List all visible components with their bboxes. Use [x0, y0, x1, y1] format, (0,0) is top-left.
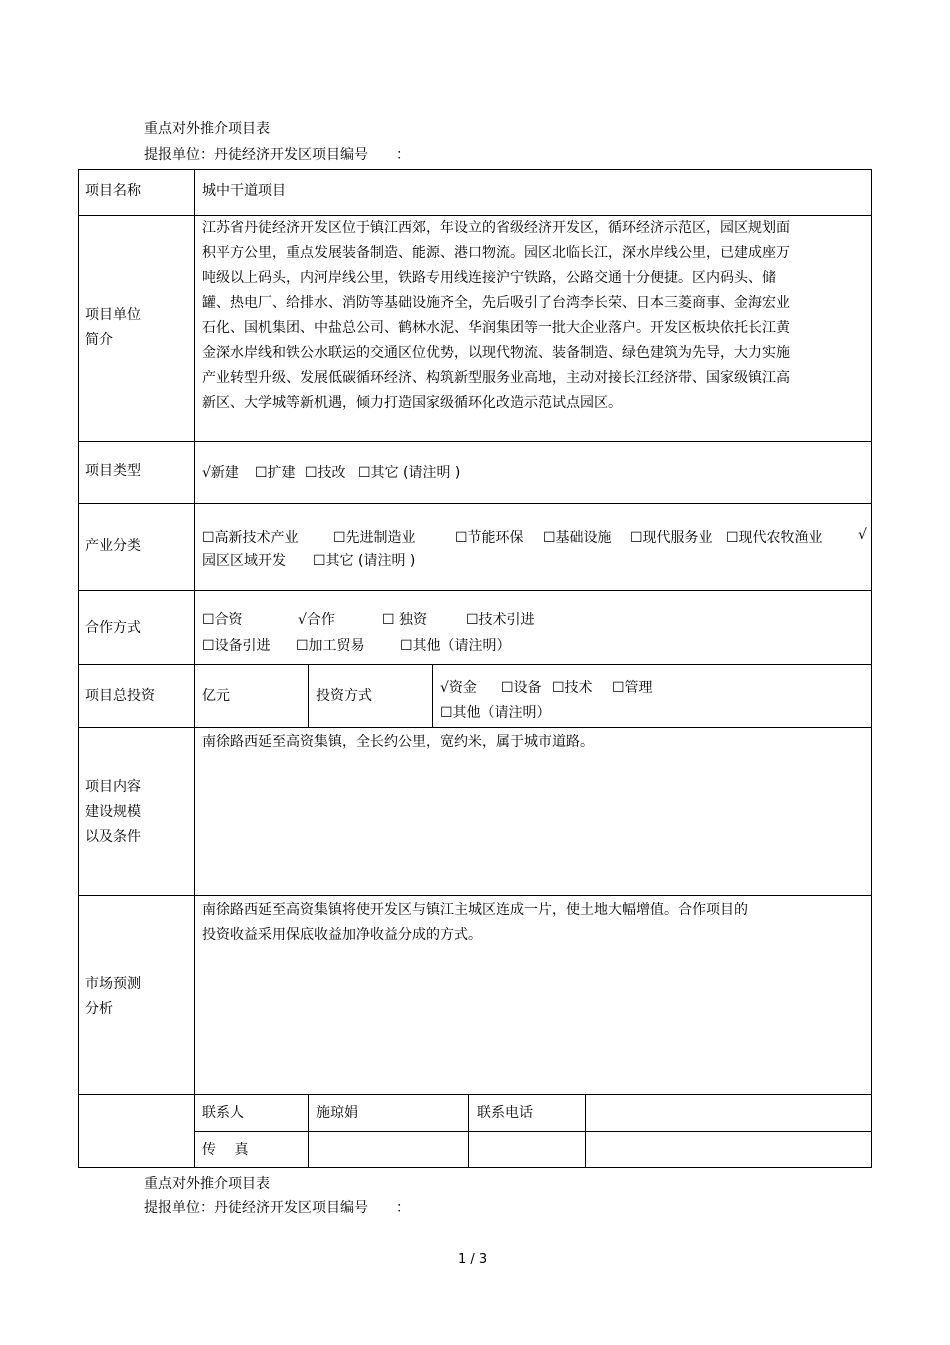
- coop-option-sole[interactable]: ☐ 独资: [382, 612, 428, 628]
- industry-option-other[interactable]: ☐其它 (请注明 ): [313, 553, 416, 569]
- invest-option-tech[interactable]: ☐技术: [552, 680, 593, 696]
- coop-option-cooperation[interactable]: √合作: [298, 612, 335, 628]
- invest-option-other[interactable]: ☐其他（请注明）: [440, 705, 551, 721]
- content-text: 南徐路西延至高资集镇，全长约公里，宽约米，属于城市道路。: [202, 734, 594, 750]
- submit-unit: 提报单位：丹徒经济开发区项目编号 ：: [144, 147, 410, 163]
- coop-option-jv[interactable]: ☐合资: [202, 612, 243, 628]
- invest-option-funds[interactable]: √资金: [440, 680, 477, 696]
- industry-option-green[interactable]: ☐节能环保: [455, 530, 524, 546]
- coop-option-other[interactable]: ☐其他（请注明）: [400, 638, 511, 654]
- unit-intro-text: 江苏省丹徒经济开发区位于镇江西郊，年设立的省级经济开发区，循环经济示范区，园区规划面积平方公里，重点发展装备制造、能源、港口物流。园区北临长江，深水岸线公里，已建成座万吨级以上码头，内河岸线公里，铁路专用线连接沪宁铁路，公路交通十分便捷。区内码头、储罐、热电厂、给排水、消防等基础设施齐全，先后吸引了台湾李长荣、日本三菱商事、金海宏业石化、国机集团、中盐总公司、鹤林水泥、华润集团等一批大企业落户。开发区板块依托长江黄金深水岸线和铁公水联运的交通区位优势，以现代物流、装备制造、绿色建筑为先导，大力实施产业转型升级、发展低碳循环经济、构筑新型服务业高地，主动对接长江经济带、国家级镇江高新区、大学城等新机遇，倾力打造国家级循环化改造示范试点园区。: [202, 220, 790, 411]
- footer-form-title: 重点对外推介项目表: [144, 1176, 270, 1192]
- coop-option-tech[interactable]: ☐技术引进: [466, 612, 535, 628]
- market-label-2: 分析: [85, 1001, 113, 1017]
- investment-label: 项目总投资: [85, 688, 155, 704]
- project-name-label: 项目名称: [85, 183, 141, 199]
- project-name-value: 城中干道项目: [202, 183, 286, 199]
- invest-option-management[interactable]: ☐管理: [612, 680, 653, 696]
- page-number: 1 / 3: [458, 1252, 488, 1267]
- invest-option-equipment[interactable]: ☐设备: [501, 680, 542, 696]
- industry-option-hitech[interactable]: ☐高新技术产业: [202, 530, 299, 546]
- form-title: 重点对外推介项目表: [144, 121, 270, 137]
- industry-option-agriculture[interactable]: ☐现代农牧渔业: [726, 530, 823, 546]
- industry-check-mark[interactable]: √: [858, 527, 867, 543]
- project-type-label: 项目类型: [85, 463, 141, 479]
- type-option-other[interactable]: ☐其它 (请注明 ): [358, 465, 461, 481]
- type-option-expand[interactable]: ☐扩建: [255, 465, 296, 481]
- type-option-new[interactable]: √新建: [202, 465, 239, 481]
- market-text-1: 南徐路西延至高资集镇将使开发区与镇江主城区连成一片，使土地大幅增值。合作项目的: [202, 902, 748, 918]
- contact-label: 联系人: [202, 1105, 244, 1121]
- fax-label: 传 真: [202, 1142, 249, 1158]
- industry-option-park-dev[interactable]: 园区区域开发: [202, 553, 286, 569]
- contact-value: 施琼娟: [316, 1105, 358, 1121]
- market-text-2: 投资收益采用保底收益加净收益分成的方式。: [202, 927, 482, 943]
- coop-option-processing[interactable]: ☐加工贸易: [296, 638, 365, 654]
- content-label-3: 以及条件: [85, 829, 141, 845]
- footer-submit-unit: 提报单位：丹徒经济开发区项目编号 ：: [144, 1200, 410, 1216]
- content-label-1: 项目内容: [85, 779, 141, 795]
- investment-method-label: 投资方式: [316, 688, 372, 704]
- market-label-1: 市场预测: [85, 976, 141, 992]
- industry-label: 产业分类: [85, 538, 141, 554]
- industry-option-services[interactable]: ☐现代服务业: [630, 530, 713, 546]
- phone-label: 联系电话: [477, 1105, 533, 1121]
- content-label-2: 建设规模: [85, 804, 141, 820]
- unit-intro-label-2: 简介: [85, 332, 113, 348]
- coop-option-equipment[interactable]: ☐设备引进: [202, 638, 271, 654]
- unit-intro-label-1: 项目单位: [85, 307, 141, 323]
- industry-option-infrastructure[interactable]: ☐基础设施: [543, 530, 612, 546]
- industry-option-manufacturing[interactable]: ☐先进制造业: [333, 530, 416, 546]
- cooperation-label: 合作方式: [85, 620, 141, 636]
- type-option-renovate[interactable]: ☐技改: [305, 465, 346, 481]
- investment-amount: 亿元: [202, 688, 230, 704]
